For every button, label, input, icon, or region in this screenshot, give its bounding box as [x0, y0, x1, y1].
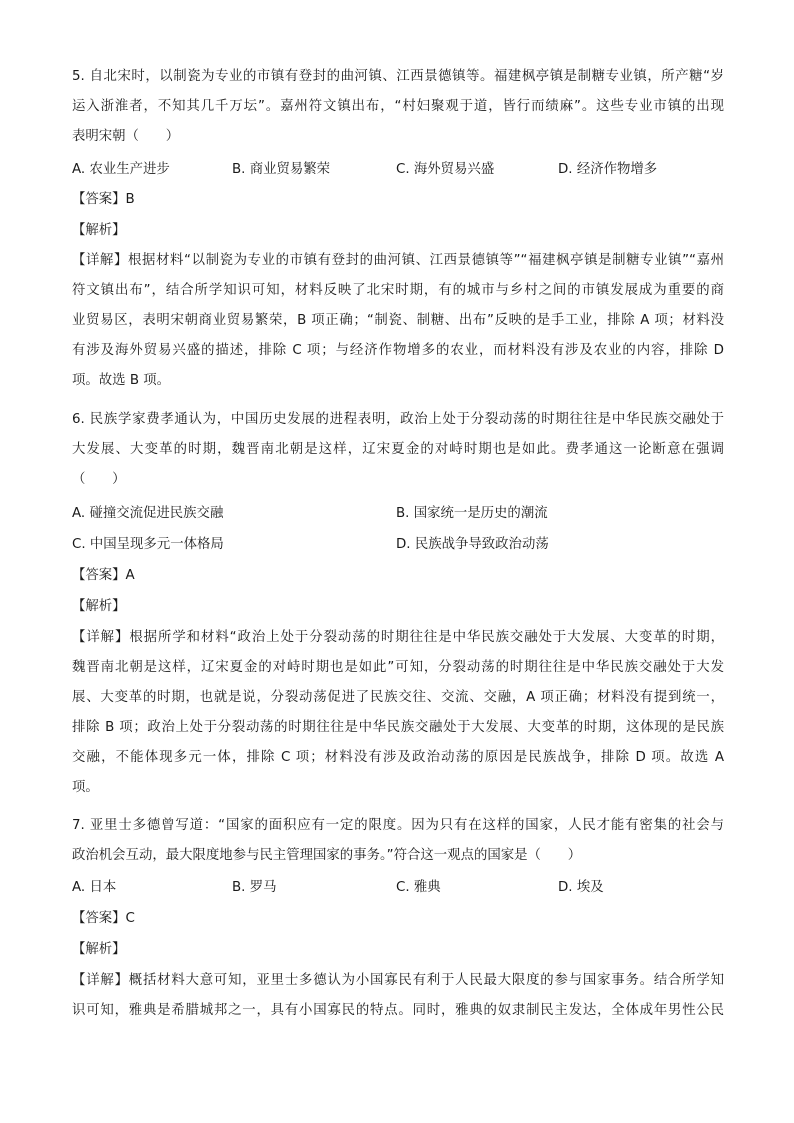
q6-stem — [72, 405, 724, 495]
q5-detail-line: 【详解】根据材料“以制瓷为专业的市镇有登封的曲河镇、江西景德镇等”“福建枫亭镇是制糖专业镇”“嘉州 — [72, 253, 724, 268]
q5-detail-line: 业贸易区，表明宋朝商业贸易繁荣，B 项正确；“制瓷、制糖、出布”反映的是手工业，排除 A 项；材料没 — [72, 313, 724, 328]
q6-options-row2 — [72, 530, 724, 560]
q6-stem-line: （ ） — [72, 472, 126, 487]
q6-stem-line: 6. 民族学家费孝通认为，中国历史发展的进程表明，政治上处于分裂动荡的时期往往是中华民族交融处于 — [72, 412, 724, 427]
q5-answer: 【答案】B — [72, 192, 135, 207]
q6-detail-line: 展、大变革的时期，也就是说，分裂动荡促进了民族交往、交流、交融，A 项正确；材料没有提到统一， — [72, 690, 724, 705]
q7-option-b[interactable]: B. 罗马 — [232, 880, 277, 895]
q5-option-a[interactable]: A. 农业生产进步 — [72, 162, 170, 177]
q6-detail-line: 魏晋南北朝是这样，辽宋夏金的对峙时期也是如此”可知，分裂动荡的时期往往是中华民族交融处于大发 — [72, 660, 724, 675]
q5-option-c[interactable]: C. 海外贸易兴盛 — [396, 162, 495, 177]
q5-detail-line: 有涉及海外贸易兴盛的描述，排除 C 项；与经济作物增多的农业，而材料没有涉及农业的内容，排除 D — [72, 343, 724, 358]
q7-detail-line: 【详解】概括材料大意可知，亚里士多德认为小国寡民有利于人民最大限度的参与国家事务。结合所学知 — [72, 973, 724, 988]
q6-stem-line: 大发展、大变革的时期，魏晋南北朝是这样，辽宋夏金的对峙时期也是如此。费孝通这一论断意在强调 — [72, 442, 724, 457]
q6-option-d[interactable]: D. 民族战争导致政治动荡 — [396, 537, 549, 552]
q7-option-c[interactable]: C. 雅典 — [396, 880, 441, 895]
q5-detail — [72, 246, 724, 396]
q7-detail — [72, 966, 724, 1026]
q5-analysis-label: 【解析】 — [72, 223, 126, 238]
q6-detail-line: 【详解】根据所学和材料“政治上处于分裂动荡的时期往往是中华民族交融处于大发展、大变革的时期， — [72, 630, 724, 645]
q6-detail-line: 交融，不能体现多元一体，排除 C 项；材料没有涉及政治动荡的原因是民族战争，排除 D 项。故选 A — [72, 750, 724, 765]
q7-stem-line: 政治机会互动，最大限度地参与民主管理国家的事务。”符合这一观点的国家是（ ） — [72, 848, 582, 863]
q6-options-row1 — [72, 499, 724, 529]
q6-option-a[interactable]: A. 碰撞交流促进民族交融 — [72, 506, 224, 521]
q7-option-d[interactable]: D. 埃及 — [558, 880, 604, 895]
q7-option-a[interactable]: A. 日本 — [72, 880, 117, 895]
q7-detail-line: 识可知，雅典是希腊城邦之一，具有小国寡民的特点。同时，雅典的奴隶制民主发达，全体成年男性公民 — [72, 1003, 724, 1018]
q6-option-c[interactable]: C. 中国呈现多元一体格局 — [72, 537, 224, 552]
q5-option-d[interactable]: D. 经济作物增多 — [558, 162, 658, 177]
q5-detail-line: 符文镇出布”，结合所学知识可知，材料反映了北宋时期，有的城市与乡村之间的市镇发展成为重要的商 — [72, 283, 724, 298]
q7-answer: 【答案】C — [72, 911, 135, 926]
q6-detail-line: 排除 B 项；政治上处于分裂动荡的时期往往是中华民族交融处于大发展、大变革的时期，这体现的是民族 — [72, 720, 724, 735]
q5-stem — [72, 62, 724, 152]
q5-stem-line: 运入浙淮者，不知其几千万坛”。嘉州符文镇出布，“村妇聚观于道，皆行而绩麻”。这些专业市镇的出现 — [72, 99, 724, 114]
q7-options — [72, 873, 724, 903]
q7-analysis-label: 【解析】 — [72, 942, 126, 957]
q6-option-b[interactable]: B. 国家统一是历史的潮流 — [396, 506, 548, 521]
q7-stem-line: 7. 亚里士多德曾写道：“国家的面积应有一定的限度。因为只有在这样的国家，人民才能有密集的社会与 — [72, 818, 724, 833]
q5-detail-line: 项。故选 B 项。 — [72, 373, 171, 388]
q5-option-b[interactable]: B. 商业贸易繁荣 — [232, 162, 331, 177]
q5-options — [72, 155, 724, 185]
q6-detail — [72, 623, 724, 803]
q5-stem-line: 5. 自北宋时，以制瓷为专业的市镇有登封的曲河镇、江西景德镇等。福建枫亭镇是制糖专业镇，所产糖“岁 — [72, 69, 724, 84]
q6-detail-line: 项。 — [72, 780, 99, 795]
q6-answer: 【答案】A — [72, 568, 135, 583]
q7-stem — [72, 811, 724, 871]
q5-stem-line: 表明宋朝（ ） — [72, 129, 180, 144]
q6-analysis-label: 【解析】 — [72, 599, 126, 614]
